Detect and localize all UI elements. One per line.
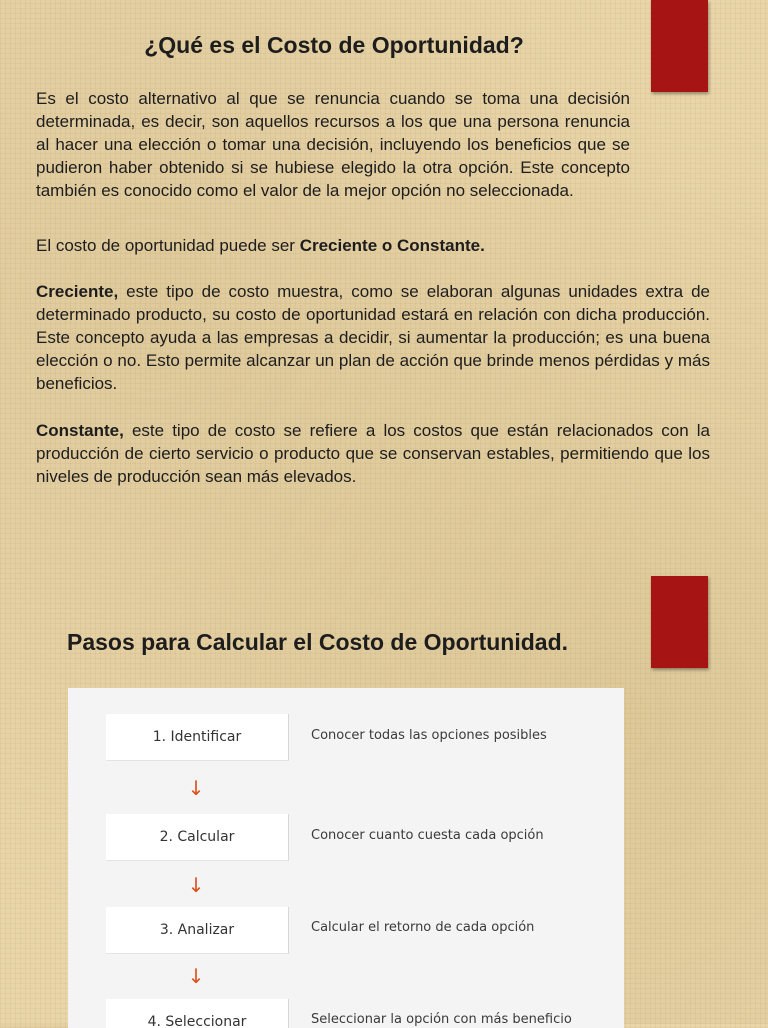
constante-paragraph (36, 419, 710, 488)
page-title: ¿Qué es el Costo de Oportunidad? (144, 32, 524, 58)
steps-diagram-panel (68, 688, 624, 1028)
steps-title: Pasos para Calcular el Costo de Oportunidad. (67, 629, 569, 655)
creciente-term: Creciente, (36, 282, 119, 301)
step-desc-seleccionar: Seleccionar la opción con más beneficio (311, 1012, 572, 1027)
step-box-analizar: 3. Analizar (106, 907, 289, 954)
arrow-down-icon: ↓ (187, 873, 205, 897)
step-desc-identificar: Conocer todas las opciones posibles (311, 728, 547, 743)
step-box-identificar: 1. Identificar (106, 714, 289, 761)
definition-paragraph: Es el costo alternativo al que se renuncia cuando se toma una decisión determinada, es decir, son aquellos recursos a los que una persona renuncia al hacer una elección o tomar una decisión, incluyendo los beneficios que se pudieron haber obtenido si se hubiese elegido la otra opción. Este concepto también es conocido como el valor de la mejor opción no seleccionada. (36, 89, 630, 200)
step-desc-calcular: Conocer cuanto cuesta cada opción (311, 828, 544, 843)
types-intro-paragraph (36, 234, 716, 257)
constante-text: este tipo de costo se refiere a los costos que están relacionados con la producción de cierto servicio o producto que se conservan estables, permitiendo que los niveles de producción sean más elevados. (36, 421, 710, 486)
creciente-text: este tipo de costo muestra, como se elaboran algunas unidades extra de determinado producto, su costo de oportunidad estará en relación con dicha producción. Este concepto ayuda a las empresas a decidir, si aumentar la producción; es una buena elección o no. Esto permite alcanzar un plan de acción que brinde menos pérdidas y más beneficios. (36, 282, 710, 393)
arrow-down-icon: ↓ (187, 776, 205, 800)
creciente-paragraph (36, 280, 710, 395)
types-intro-bold: Creciente o Constante. (299, 236, 485, 255)
red-accent-tab-middle (651, 576, 708, 668)
step-box-calcular: 2. Calcular (106, 814, 289, 861)
step-box-seleccionar: 4. Seleccionar (106, 999, 289, 1028)
types-intro-text: El costo de oportunidad puede ser (36, 236, 300, 255)
arrow-down-icon: ↓ (187, 964, 205, 988)
step-desc-analizar: Calcular el retorno de cada opción (311, 920, 535, 935)
constante-term: Constante, (36, 421, 124, 440)
